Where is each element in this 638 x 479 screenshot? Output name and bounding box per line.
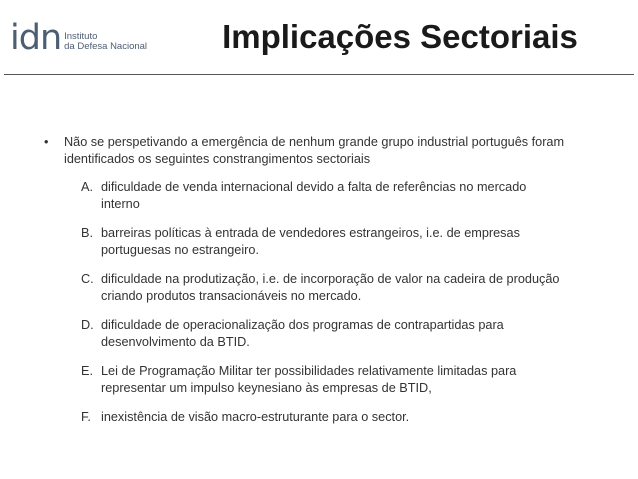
list-item-letter: C. [81,272,94,286]
list-item-text: dificuldade na produtização, i.e. de incorporação de valor na cadeira de produção criando produtos transacionáveis no mercado. [101,272,560,303]
list-item-letter: A. [81,180,93,194]
logo-mark: idn [10,18,62,58]
list-item-text: Lei de Programação Militar ter possibilidades relativamente limitadas para representar um impulso keynesiano às empresas de BTID, [101,364,517,395]
list-item-text: dificuldade de operacionalização dos programas de contrapartidas para desenvolvimento da BTID. [101,318,504,349]
bullet-dot: • [44,135,49,149]
constraints-list [44,179,604,426]
logo-text [64,32,147,54]
title-divider [4,74,634,75]
list-item-letter: D. [81,318,94,332]
list-item-letter: B. [81,226,93,240]
list-item-text: inexistência de visão macro-estruturante para o sector. [101,410,410,424]
list-item-letter: F. [81,410,91,424]
list-item-text: dificuldade de venda internacional devido a falta de referências no mercado interno [101,180,527,211]
list-item [81,409,604,426]
logo-line-1: Instituto [64,31,98,42]
list-item-letter: E. [81,364,93,378]
list-item [81,179,604,213]
list-item [81,271,604,305]
slide-title: Implicações Sectoriais [222,18,578,55]
intro-text: Não se perspetivando a emergência de nenhum grande grupo industrial português foram identificados os seguintes constrangimentos sectoriais [64,135,565,166]
list-item [81,225,604,259]
slide-body [44,134,604,438]
logo-line-2: da Defesa Nacional [64,41,148,52]
list-item-text: barreiras políticas à entrada de vendedores estrangeiros, i.e. de empresas portuguesas no estrangeiro. [101,226,520,257]
list-item [81,363,604,397]
intro-bullet [44,134,604,168]
idn-logo [10,18,148,58]
list-item [81,317,604,351]
